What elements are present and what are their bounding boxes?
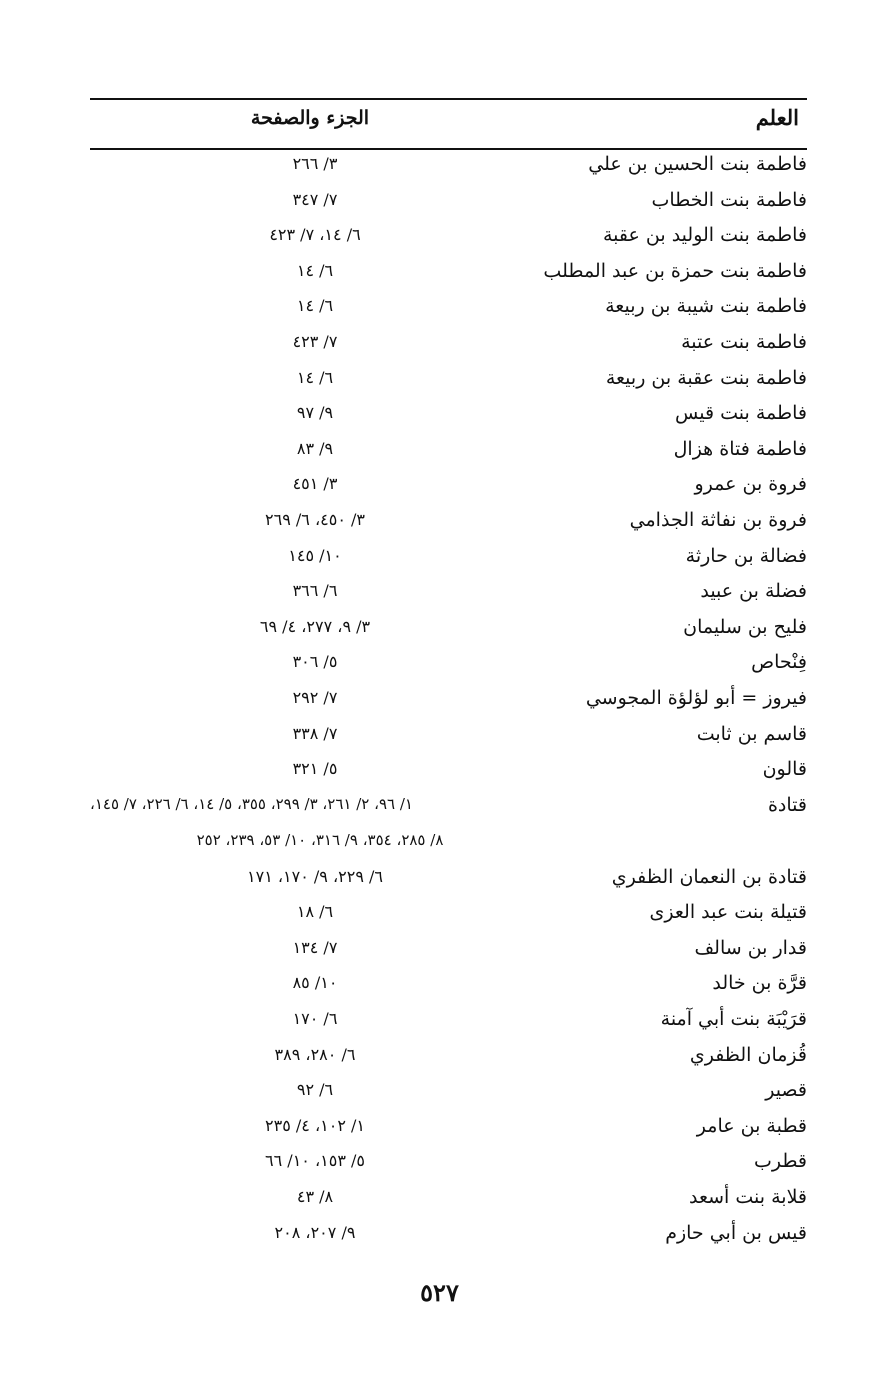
- column-header-name: العلم: [755, 105, 799, 130]
- entry-name: قلابة بنت أسعد: [689, 1186, 807, 1209]
- entry-name: فاطمة فتاة هزال: [673, 437, 807, 460]
- entry-reference: ٥/ ١٥٣، ١٠/ ٦٦: [265, 1151, 365, 1171]
- entry-reference: ١٠/ ٨٥: [292, 973, 338, 993]
- table-row: [90, 716, 807, 752]
- table-row: [90, 538, 807, 574]
- entry-name: فاطمة بنت الخطاب: [651, 188, 807, 211]
- entry-reference: ١/ ١٠٢، ٤/ ٢٣٥: [265, 1115, 365, 1135]
- table-row: [90, 146, 807, 182]
- entry-name: فضالة بن حارثة: [685, 544, 807, 567]
- table-row: [90, 573, 807, 609]
- entry-name: قطبة بن عامر: [696, 1114, 807, 1137]
- table-row: [90, 288, 807, 324]
- entry-name: فيروز = أبو لؤلؤة المجوسي: [585, 686, 807, 709]
- table-row: [90, 965, 807, 1001]
- entry-name: قتيلة بنت عبد العزى: [649, 901, 807, 924]
- entry-reference: ٥/ ٣٠٦: [292, 652, 338, 672]
- table-top-rule: [90, 98, 807, 100]
- entry-reference: ٦/ ٩٢: [296, 1080, 334, 1100]
- entry-reference: ٦/ ١٤: [296, 296, 334, 316]
- entry-reference-line-2: ٨/ ٢٨٥، ٣٥٤، ٩/ ٣١٦، ١٠/ ٥٣، ٢٣٩، ٢٥٢: [196, 830, 444, 849]
- entry-reference: ٦/ ٢٢٩، ٩/ ١٧٠، ١٧١: [247, 866, 383, 886]
- entry-name: قُزمان الظفري: [689, 1043, 807, 1066]
- table-row: [90, 1108, 807, 1144]
- entry-name: قتادة بن النعمان الظفري: [611, 865, 807, 888]
- entry-name: قطرب: [753, 1150, 807, 1173]
- table-row: [90, 360, 807, 396]
- table-row: [90, 751, 807, 787]
- entry-reference: ٩/ ٢٠٧، ٢٠٨: [274, 1222, 356, 1242]
- table-row: [90, 930, 807, 966]
- table-row: [90, 1072, 807, 1108]
- entry-reference: ١٠/ ١٤٥: [288, 545, 342, 565]
- table-row: [90, 859, 807, 895]
- table-row: [90, 395, 807, 431]
- entry-reference: ٦/ ١٤: [296, 367, 334, 387]
- entry-name: فاطمة بنت شيبة بن ربيعة: [605, 295, 807, 318]
- entry-reference: ٧/ ١٣٤: [292, 937, 338, 957]
- entry-name: فاطمة بنت قيس: [675, 402, 807, 425]
- entry-reference: ٦/ ١٤، ٧/ ٤٢٣: [269, 225, 361, 245]
- page-number: ٥٢٧: [420, 1278, 459, 1307]
- table-row: [90, 466, 807, 502]
- table-row: [90, 502, 807, 538]
- entry-name: فاطمة بنت الوليد بن عقبة: [603, 224, 807, 247]
- entry-reference: ٩/ ٨٣: [296, 438, 334, 458]
- table-row: [90, 1037, 807, 1073]
- table-row: [90, 1179, 807, 1215]
- table-row: [90, 1143, 807, 1179]
- entry-name: قدار بن سالف: [694, 936, 807, 959]
- entry-name: فروة بن عمرو: [694, 473, 807, 496]
- entry-reference: ٧/ ٤٢٣: [292, 331, 338, 351]
- table-row: [90, 644, 807, 680]
- entry-reference: ٣/ ٤٥١: [292, 474, 338, 494]
- entry-name: قيس بن أبي حازم: [665, 1221, 807, 1244]
- table-row: [90, 431, 807, 467]
- entry-reference: ٥/ ٣٢١: [292, 759, 338, 779]
- entry-reference: ٦/ ١٨: [296, 902, 334, 922]
- entry-name: فضلة بن عبيد: [700, 580, 807, 603]
- entry-reference: ٣/ ٢٦٦: [292, 154, 338, 173]
- entry-reference-line-1: ١/ ٩٦، ٢/ ٢٦١، ٣/ ٢٩٩، ٣٥٥، ٥/ ١٤، ٦/ ٢٢٦، ٧/ ١٤٥،: [90, 794, 413, 813]
- table-row: [90, 253, 807, 289]
- entry-reference: ٦/ ٣٦٦: [292, 581, 338, 601]
- entry-reference: ٩/ ٩٧: [296, 403, 334, 423]
- entry-reference: ٧/ ٢٩٢: [292, 687, 338, 707]
- entry-reference: ٦/ ١٤: [296, 260, 334, 280]
- entry-name: فاطمة بنت عقبة بن ربيعة: [605, 366, 807, 389]
- entry-name: قرَّة بن خالد: [712, 972, 807, 995]
- entry-name: قرَيْبَة بنت أبي آمنة: [660, 1008, 807, 1031]
- table-row: [90, 217, 807, 253]
- index-table: [90, 146, 807, 1250]
- entry-reference: ٦/ ١٧٠: [292, 1009, 338, 1029]
- table-row: [90, 609, 807, 645]
- table-row-multiline: [90, 787, 807, 859]
- table-row: [90, 1215, 807, 1251]
- entry-reference: ٦/ ٢٨٠، ٣٨٩: [274, 1044, 356, 1064]
- entry-name: قصير: [765, 1079, 807, 1102]
- entry-name: قتادة: [767, 793, 807, 816]
- entry-reference: ٨/ ٤٣: [296, 1187, 334, 1207]
- table-row: [90, 894, 807, 930]
- entry-name: فاطمة بنت عتبة: [681, 330, 807, 353]
- entry-name: فروة بن نفاثة الجذامي: [629, 508, 807, 531]
- entry-reference: ٣/ ٩، ٢٧٧، ٤/ ٦٩: [259, 616, 371, 636]
- table-row: [90, 324, 807, 360]
- entry-reference: ٣/ ٤٥٠، ٦/ ٢٦٩: [265, 509, 365, 529]
- entry-name: فاطمة بنت الحسين بن علي: [588, 153, 807, 175]
- entry-reference: ٧/ ٣٤٧: [292, 189, 338, 209]
- table-row: [90, 680, 807, 716]
- entry-name: فليح بن سليمان: [683, 615, 807, 638]
- column-header-reference: الجزء والصفحة: [250, 107, 370, 129]
- entry-name: فاطمة بنت حمزة بن عبد المطلب: [543, 259, 807, 282]
- entry-name: قاسم بن ثابت: [696, 722, 807, 745]
- table-row: [90, 1001, 807, 1037]
- table-row: [90, 182, 807, 218]
- entry-reference: ٧/ ٣٣٨: [292, 723, 338, 743]
- entry-name: قالون: [762, 758, 807, 781]
- entry-name: فِنْحاص: [751, 651, 807, 674]
